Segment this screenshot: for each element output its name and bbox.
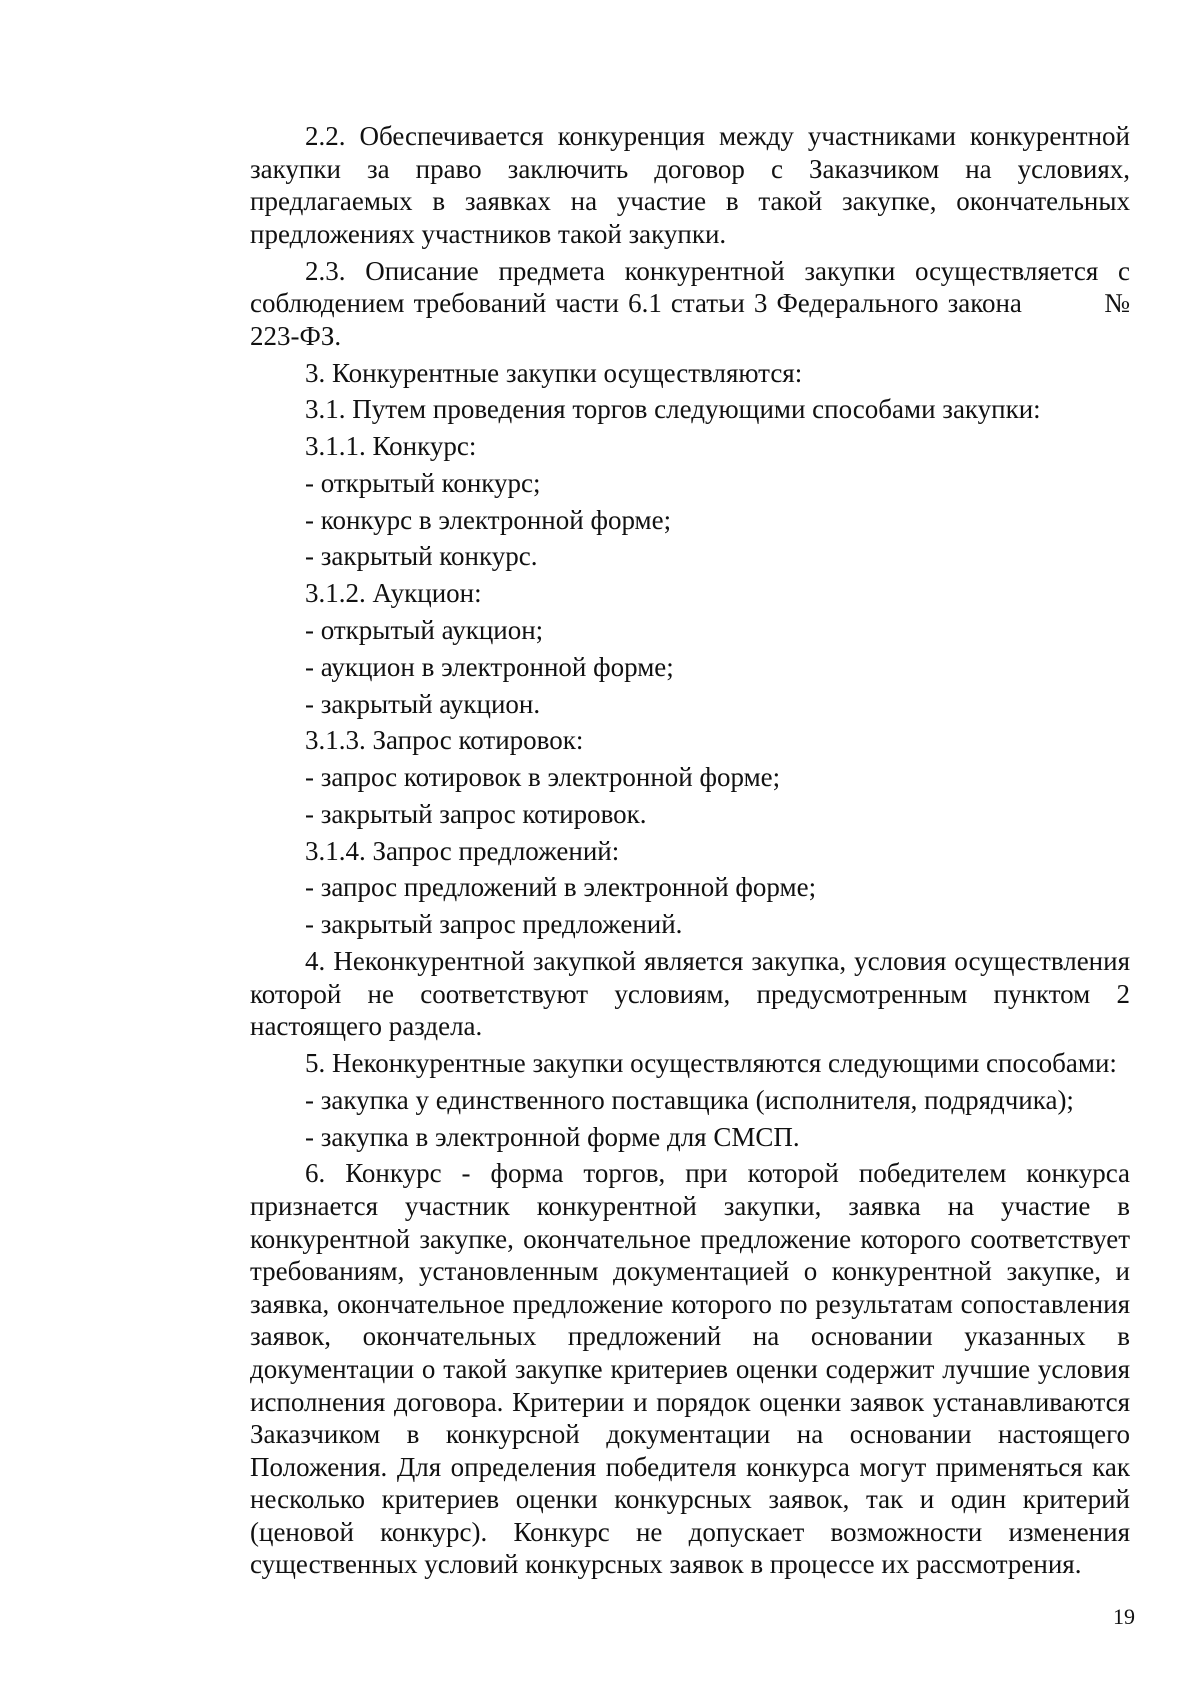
- paragraph-3-1-2: 3.1.2. Аукцион:: [305, 578, 482, 609]
- list-item-open-contest: - открытый конкурс;: [305, 467, 541, 498]
- paragraph-3-1-4: 3.1.4. Запрос предложений:: [305, 835, 620, 866]
- list-item-smsp: - закупка в электронной форме для СМСП.: [305, 1121, 800, 1152]
- paragraph-2-3-text: 2.3. Описание предмета конкурентной закупки осуществляется с соблюдением требований части 6.1 статьи 3 Федерального закона: [250, 255, 1130, 319]
- list-item-e-contest: - конкурс в электронной форме;: [305, 504, 672, 535]
- list-item-closed-proposals: - закрытый запрос предложений.: [305, 909, 683, 940]
- list-item-closed-quotes: - закрытый запрос котировок.: [305, 798, 647, 829]
- document-body: [250, 120, 1130, 1585]
- list-item-e-proposals: - запрос предложений в электронной форме;: [305, 872, 817, 903]
- paragraph-3-1-1: 3.1.1. Конкурс:: [305, 431, 477, 462]
- paragraph-3-1-3: 3.1.3. Запрос котировок:: [305, 725, 584, 756]
- page-number: 19: [1113, 1604, 1135, 1629]
- list-item-e-quotes: - запрос котировок в электронной форме;: [305, 762, 781, 793]
- paragraph-2-3: [250, 255, 1130, 353]
- list-item-e-auction: - аукцион в электронной форме;: [305, 651, 674, 682]
- paragraph-2-3-law-number: № 223-ФЗ.: [250, 288, 1130, 351]
- list-item-single-supplier: - закупка у единственного поставщика (исполнителя, подрядчика);: [305, 1084, 1074, 1115]
- paragraph-3-1: 3.1. Путем проведения торгов следующими способами закупки:: [305, 394, 1041, 425]
- list-item-closed-contest: - закрытый конкурс.: [305, 541, 538, 572]
- list-item-closed-auction: - закрытый аукцион.: [305, 688, 541, 719]
- list-item-open-auction: - открытый аукцион;: [305, 615, 544, 645]
- paragraph-6: 6. Конкурс - форма торгов, при которой победителем конкурса признается участник конкурентной закупки, заявка на участие в конкурентной закупке, окончательное предложение которого соответствует требованиям, установленным документацией о конкурентной закупке, и заявка, окончательное предложение которого по результатам сопоставления заявок, окончательных предложений на основании указанных в документации о такой закупке критериев оценки содержит лучшие условия исполнения договора. Критерии и порядок оценки заявок устанавливаются Заказчиком в конкурсной документации на основании настоящего Положения. Для определения победителя конкурса могут применяться как несколько критериев оценки конкурсных заявок, так и один критерий (ценовой конкурс). Конкурс не допускает возможности изменения существенных условий конкурсных заявок в процессе их рассмотрения.: [250, 1158, 1130, 1580]
- paragraph-3: 3. Конкурентные закупки осуществляются:: [305, 357, 803, 388]
- paragraph-2-2: 2.2. Обеспечивается конкуренция между участниками конкурентной закупки за право заключить договор с Заказчиком на условиях, предлагаемых в заявках на участие в такой закупке, окончательных предложениях участников такой закупки.: [250, 121, 1130, 249]
- paragraph-4: 4. Неконкурентной закупкой является закупка, условия осуществления которой не соответствуют условиям, предусмотренным пунктом 2 настоящего раздела.: [250, 946, 1130, 1042]
- paragraph-5: 5. Неконкурентные закупки осуществляются следующими способами:: [305, 1048, 1117, 1078]
